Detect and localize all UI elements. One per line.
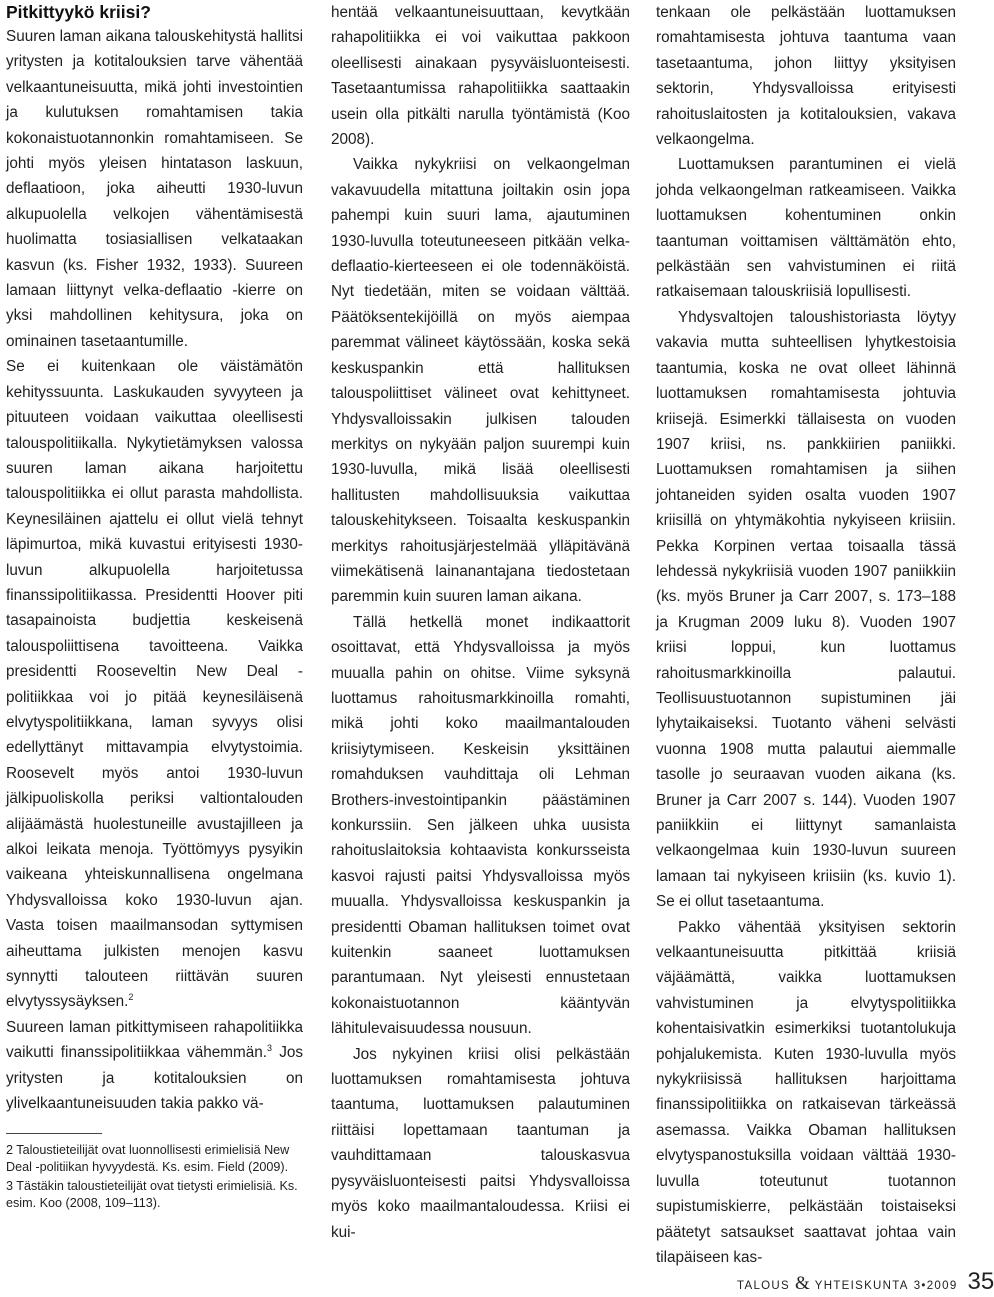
footnote-divider bbox=[6, 1133, 102, 1134]
article-title: Pitkittyykö kriisi? bbox=[6, 2, 151, 22]
paragraph: Pakko vähentää yksityisen sektorin velkaantuneisuutta pitkittää kriisiä väjäämättä, vaikka luottamuksen vahvistuminen ja elvytyspolitiikka kohentaisivatkin esimerkiksi tuotantolukuja pohjalukemista. Kuten 1930-luvulla myös nykykriisissä hallituksen harjoittama finanssipolitiikka on ratkaisevan tärkeässä asemassa. Vaikka Obaman hallituksen elvytyspanostuksilla voidaan välttää 1930-luvulla toteutunut tuotannon supistumiskierre, pelkästään toistaiseksi päätetyt satsaukset saattavat johtaa vain tilapäiseen kas- bbox=[656, 918, 956, 1266]
footnote-ref[interactable]: 3 bbox=[266, 1043, 272, 1054]
paragraph-text: Jos yritysten ja kotitalouksien on ylivelkaantuneisuuden takia pakko vä- bbox=[6, 1044, 303, 1113]
page-footer bbox=[737, 1268, 994, 1295]
page-number: 35 bbox=[967, 1268, 994, 1295]
paragraph-text: Suureen laman pitkittymiseen rahapolitiikka vaikutti finanssipolitiikkaa vähemmän. bbox=[6, 1018, 303, 1062]
publication-name-part1: TALOUS bbox=[737, 1280, 790, 1292]
paragraph: hentää velkaantuneisuuttaan, kevytkään rahapolitiikka ei voi vaikuttaa pakkoon oleellisesti ainakaan pysyväisluonteisesti. Tasetaantumissa rahapolitiikka saattaakin usein olla pitkälti narulla työntämistä (Koo 2008). bbox=[331, 4, 630, 149]
footnote-ref[interactable]: 2 bbox=[128, 992, 134, 1003]
article-column-3 bbox=[656, 0, 956, 1270]
footnotes bbox=[6, 1142, 303, 1213]
footnote: 2 Taloustieteilijät ovat luonnollisesti erimielisiä New Deal -politiikan hyvyydestä. Ks. esim. Field (2009). bbox=[6, 1143, 290, 1175]
issue-number: 3•2009 bbox=[913, 1280, 958, 1292]
paragraph: tenkaan ole pelkästään luottamuksen romahtamisesta johtuva taantuma vaan tasetaantuma, johon liittyy yksityisen sektorin, Yhdysvalloissa erityisesti rahoituslaitosten ja kotitalouksien, vakava velkaongelma. bbox=[656, 4, 956, 149]
paragraph bbox=[6, 1015, 303, 1117]
publication-name-part2: YHTEISKUNTA bbox=[814, 1280, 909, 1292]
paragraph-text: Se ei kuitenkaan ole väistämätön kehityssuunta. Laskukauden syvyyteen ja pituuteen voidaan vaikuttaa oleellisesti talouspolitiikalla. Nykytietämyksen valossa suuren laman aikana harjoitettu talouspolitiikka ei ollut parasta mahdollista. Keynesiläinen ajattelu ei ollut vielä tehnyt läpimurtoa, mikä kuvastui erityisesti 1930-luvun alkupuolella harjoitetussa finanssipolitiikassa. Presidentti Hoover piti tasapainoista budjettia keskeisenä talouspoliittisena tavoitteena. Vaikka presidentti Rooseveltin New Deal -politiikkaa voi jo pitää keynesiläisenä elvytyspolitiikkana, laman syvyys olisi edellyttänyt mittavampia elvytystoimia. Roosevelt myös antoi 1930-luvun jälkipuoliskolla periksi valtiontalouden alijäämästä huolestuneille avustajilleen ja alkoi leikata menoja. Työttömyys pysyikin vaikeana yhteiskunnallisena ongelmana Yhdysvalloissa koko 1930-luvun ajan. Vasta toisen maailmansodan syttymisen aiheuttama julkisten menojen kasvu synnytti talouteen riittävän suuren elvytyssysäyksen. bbox=[6, 358, 303, 1011]
paragraph: Vaikka nykykriisi on velkaongelman vakavuudella mitattuna joiltakin osin jopa pahempi kuin suuri lama, ajautuminen 1930-luvulla toteutuneeseen pitkään velka-deflaatio-kierteeseen ei ole todennäköistä. Nyt tiedetään, miten se voidaan välttää. Päätöksentekijöillä on myös aiempaa paremmat välineet käytössään, koska sekä keskuspankin että hallituksen talouspoliittiset välineet ovat kehittyneet. Yhdysvalloissakin julkisen talouden merkitys on nykyään paljon suurempi kuin 1930-luvulla, mikä lisää oleellisesti hallitusten mahdollisuuksia vaikuttaa talouskehitykseen. Toisaalta keskuspankin merkitys rahoitusjärjestelmää ylläpitävänä viimekätisenä lainanantajana tiedostetaan paremmin kuin suuren laman aikana. bbox=[331, 156, 630, 606]
article-column-2 bbox=[331, 0, 630, 1245]
paragraph: Tällä hetkellä monet indikaattorit osoittavat, että Yhdysvalloissa ja myös muualla pahin on ohitse. Viime syksynä luottamus rahoitusmarkkinoilla romahti, mikä johti koko maailmantalouden kriisiytymiseen. Keskeisin yksittäinen romahduksen vauhdittaja oli Lehman Brothers-investointipankin päästäminen konkurssiin. Sen jälkeen uhka uusista rahoituslaitoksia kohtaavista konkursseista kasvoi rajusti paitsi Yhdysvalloissa myös muualla. Yhdysvalloissa keskuspankin ja presidentti Obaman hallituksen toimet ovat kuitenkin saaneet luottamuksen parantumaan. Nyt yleisesti ennustetaan kokonaistuotannon kääntyvän lähitulevaisuudessa nousuun. bbox=[331, 613, 630, 1038]
article-column-1 bbox=[6, 0, 303, 1116]
footnote: 3 Tästäkin taloustieteilijät ovat tietysti erimielisiä. Ks. esim. Koo (2008, 109–113). bbox=[6, 1178, 298, 1211]
paragraph bbox=[6, 354, 303, 1015]
paragraph: Yhdysvaltojen taloushistoriasta löytyy vakavia mutta suhteellisen lyhytkestoisia taantumia, koska ne ovat olleet lähinnä luottamuksen romahtamisesta johtuvia kriisejä. Esimerkki tällaisesta on vuoden 1907 kriisi, ns. pankkiirien paniikki. Luottamuksen romahtamisen ja siihen johtaneiden syiden osalta vuoden 1907 kriisillä on yhtymäkohtia nykyiseen kriisiin. Pekka Korpinen vertaa toisaalla tässä lehdessä nykykriisiä vuoden 1907 paniikkiin (ks. myös Bruner ja Carr 2007, s. 173–188 ja Krugman 2009 luku 8). Vuoden 1907 kriisi loppui, kun luottamus rahoitusmarkkinoilla palautui. Teollisuustuotannon supistuminen jäi lyhytaikaiseksi. Tuotanto väheni selvästi vuonna 1908 mutta palautui aiemmalle tasolle jo seuraavan vuoden aikana (ks. Bruner ja Carr 2007 s. 144). Vuoden 1907 paniikkiin ei liittynyt samanlaista velkaongelmaa kuin 1930-luvun suureen lamaan tai nykyiseen kriisiin (ks. kuvio 1). Se ei ollut tasetaantuma. bbox=[656, 308, 956, 911]
paragraph: Suuren laman aikana talouskehitystä hallitsi yritysten ja kotitalouksien tarve vähentää velkaantuneisuutta, mikä johti investointien ja kulutuksen romahtamisen takia kokonaistuotannonkin romahtamiseen. Se johti myös yleisen hintatason laskuun, deflaatioon, joka aiheutti 1930-luvun alkupuolella velkojen vähentämisestä huolimatta tosiasiallisen velkataakan kasvun (ks. Fisher 1932, 1933). Suureen lamaan liittynyt velka-deflaatio -kierre on yksi mahdollinen kehitysura, joka on ominainen tasetaantumille. bbox=[6, 28, 303, 350]
ampersand: & bbox=[794, 1273, 810, 1294]
paragraph: Jos nykyinen kriisi olisi pelkästään luottamuksen romahtamisesta johtuva taantuma, luottamuksen palautuminen riittäisi lopettamaan taantuman ja vauhdittamaan talouskasvua pysyväisluonteisesti paitsi Yhdysvalloissa myös koko maailmantaloudessa. Kriisi ei kui- bbox=[331, 1045, 630, 1241]
paragraph: Luottamuksen parantuminen ei vielä johda velkaongelman ratkeamiseen. Vaikka luottamuksen kohentuminen onkin taantuman voittamisen välttämätön ehto, pelkästään sen vahvistuminen ei riitä ratkaisemaan talouskriisiä lopullisesti. bbox=[656, 156, 956, 301]
